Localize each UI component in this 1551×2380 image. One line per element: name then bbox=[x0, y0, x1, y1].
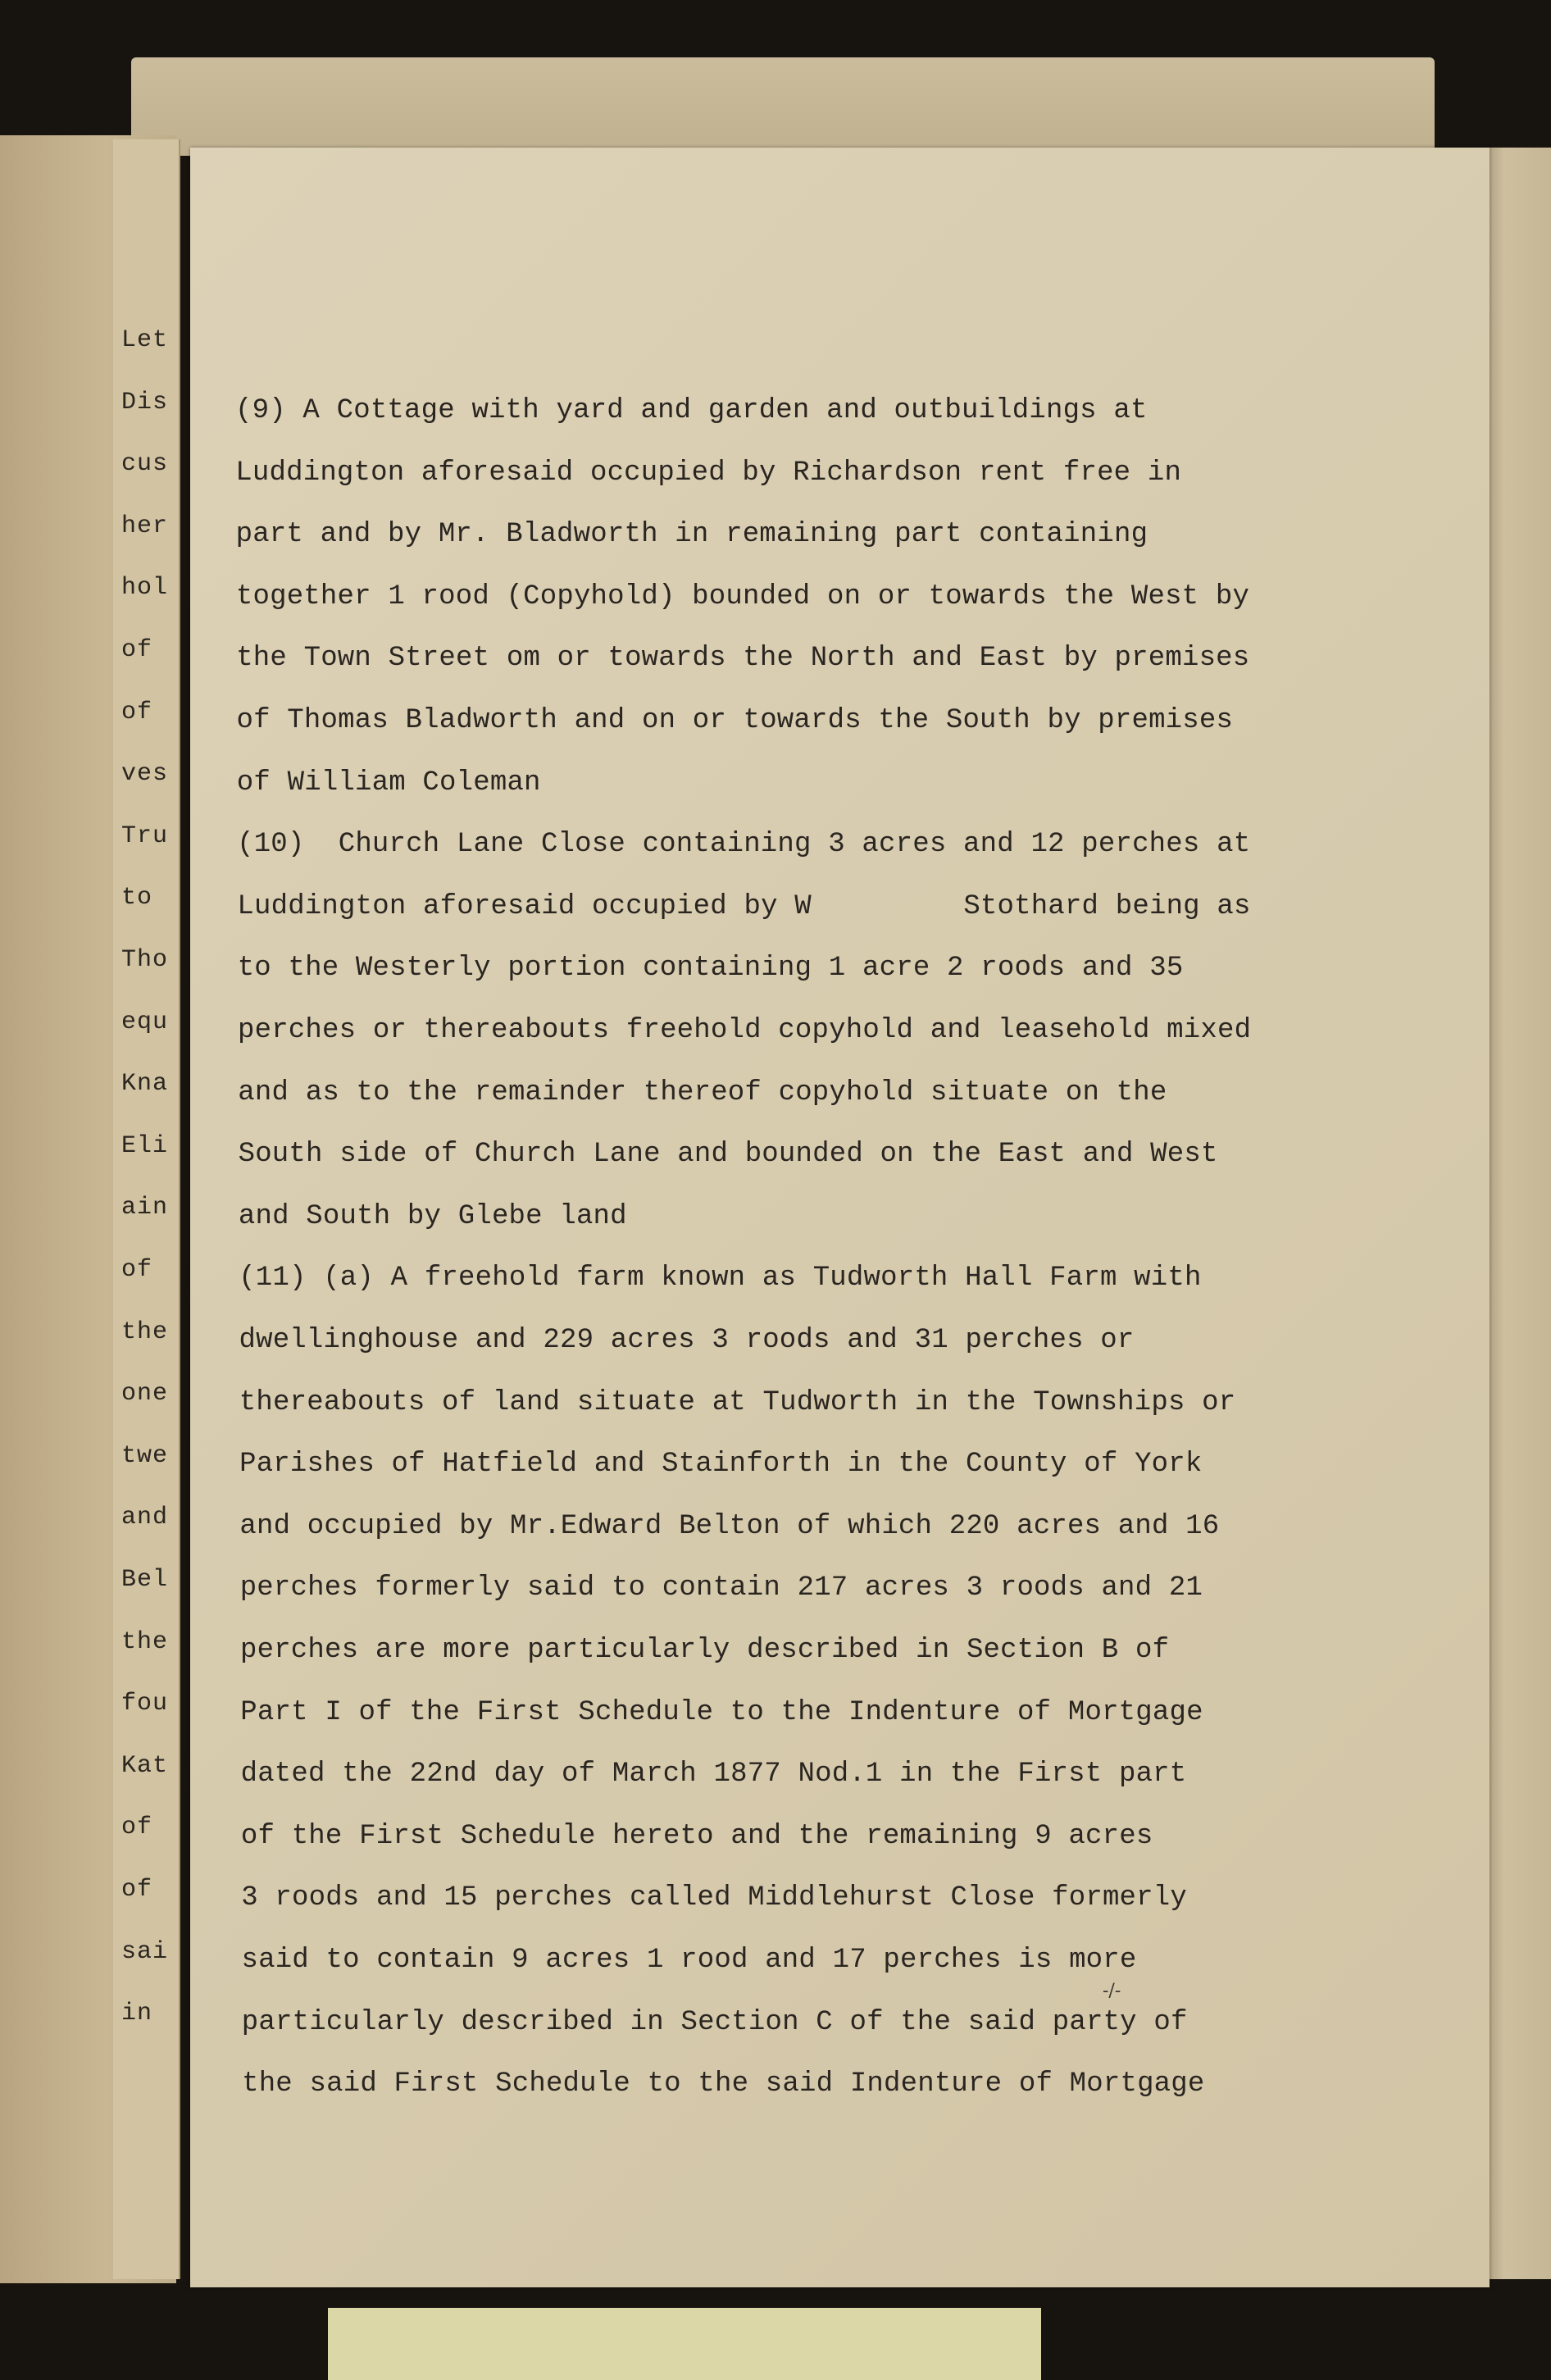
text-line: of William Coleman bbox=[236, 767, 541, 799]
margin-word: fou bbox=[121, 1690, 169, 1718]
handwritten-insert: -/- bbox=[1103, 1981, 1121, 2001]
margin-word: and bbox=[121, 1504, 169, 1532]
text-line: the said First Schedule to the said Indenture of Mortgage bbox=[242, 2068, 1205, 2100]
margin-word: hol bbox=[121, 574, 169, 603]
text-line: perches are more particularly described in Section B of bbox=[240, 1635, 1170, 1666]
text-line: to the Westerly portion containing 1 acre 2 roods and 35 bbox=[237, 953, 1184, 985]
margin-word: sai bbox=[121, 1937, 169, 1966]
margin-word: cus bbox=[121, 450, 169, 479]
page-top-edges bbox=[131, 57, 1435, 156]
margin-word: Kat bbox=[121, 1751, 169, 1780]
text-line: dated the 22nd day of March 1877 Nod.1 in the First part bbox=[240, 1759, 1187, 1791]
margin-word: Dis bbox=[121, 388, 169, 416]
margin-word: the bbox=[121, 1627, 169, 1656]
margin-word: ain bbox=[121, 1194, 169, 1222]
text-line: and as to the remainder thereof copyhold situate on the bbox=[238, 1076, 1167, 1108]
margin-word: in bbox=[121, 2000, 153, 2028]
text-line: of Thomas Bladworth and on or towards the South by premises bbox=[236, 705, 1234, 736]
margin-word: twe bbox=[121, 1441, 169, 1470]
text-line: dwellinghouse and 229 acres 3 roods and 31 perches or bbox=[239, 1325, 1135, 1356]
text-line: thereabouts of land situate at Tudworth in the Townships or bbox=[239, 1386, 1236, 1418]
margin-word: the bbox=[121, 1317, 169, 1346]
margin-word: her bbox=[121, 512, 169, 540]
text-line: South side of Church Lane and bounded on the East and West bbox=[238, 1139, 1218, 1171]
text-line: Part I of the First Schedule to the Indenture of Mortgage bbox=[240, 1696, 1203, 1728]
text-line: Luddington aforesaid occupied by W Stothard being as bbox=[237, 890, 1251, 922]
text-line: the Town Street om or towards the North and East by premises bbox=[236, 643, 1250, 675]
text-line: 3 roods and 15 perches called Middlehurst Close formerly bbox=[241, 1882, 1187, 1914]
text-line: of the First Schedule hereto and the remaining 9 acres bbox=[240, 1820, 1153, 1852]
margin-word: of bbox=[121, 636, 153, 664]
margin-word: Tru bbox=[121, 821, 169, 850]
margin-word: Eli bbox=[121, 1131, 169, 1160]
text-line: (10) Church Lane Close containing 3 acres and 12 perches at bbox=[237, 829, 1251, 861]
right-adjacent-page bbox=[1484, 148, 1551, 2279]
text-line: perches or thereabouts freehold copyhold and leasehold mixed bbox=[238, 1015, 1252, 1046]
text-line: and occupied by Mr.Edward Belton of which 220 acres and 16 bbox=[239, 1510, 1220, 1542]
margin-word: of bbox=[121, 1813, 153, 1842]
margin-word: equ bbox=[121, 1008, 169, 1036]
text-line: and South by Glebe land bbox=[238, 1200, 627, 1232]
margin-word: ves bbox=[121, 760, 169, 789]
margin-word: of bbox=[121, 1876, 153, 1904]
text-line: Luddington aforesaid occupied by Richardson rent free in bbox=[235, 457, 1182, 489]
margin-word: Tho bbox=[121, 946, 169, 974]
text-line: said to contain 9 acres 1 rood and 17 perches is more bbox=[241, 1945, 1137, 1976]
text-line: part and by Mr. Bladworth in remaining part containing bbox=[235, 519, 1148, 551]
text-line: particularly described in Section C of the said party of bbox=[241, 2006, 1188, 2038]
text-line: together 1 rood (Copyhold) bounded on or towards the West by bbox=[235, 580, 1250, 612]
text-line: (11) (a) A freehold farm known as Tudworth Hall Farm with bbox=[239, 1263, 1202, 1295]
margin-word: one bbox=[121, 1380, 169, 1408]
text-line: perches formerly said to contain 217 acres 3 roods and 21 bbox=[239, 1572, 1203, 1604]
margin-word: of bbox=[121, 1256, 153, 1284]
margin-word: Let bbox=[121, 326, 169, 354]
margin-word: Kna bbox=[121, 1070, 169, 1099]
text-line: Parishes of Hatfield and Stainforth in the County of York bbox=[239, 1449, 1203, 1481]
text-line: (9) A Cottage with yard and garden and outbuildings at bbox=[235, 395, 1148, 426]
margin-word: of bbox=[121, 698, 153, 726]
margin-word: Bel bbox=[121, 1566, 169, 1594]
margin-word: to bbox=[121, 884, 153, 912]
bottom-paper-tab bbox=[328, 2308, 1041, 2380]
